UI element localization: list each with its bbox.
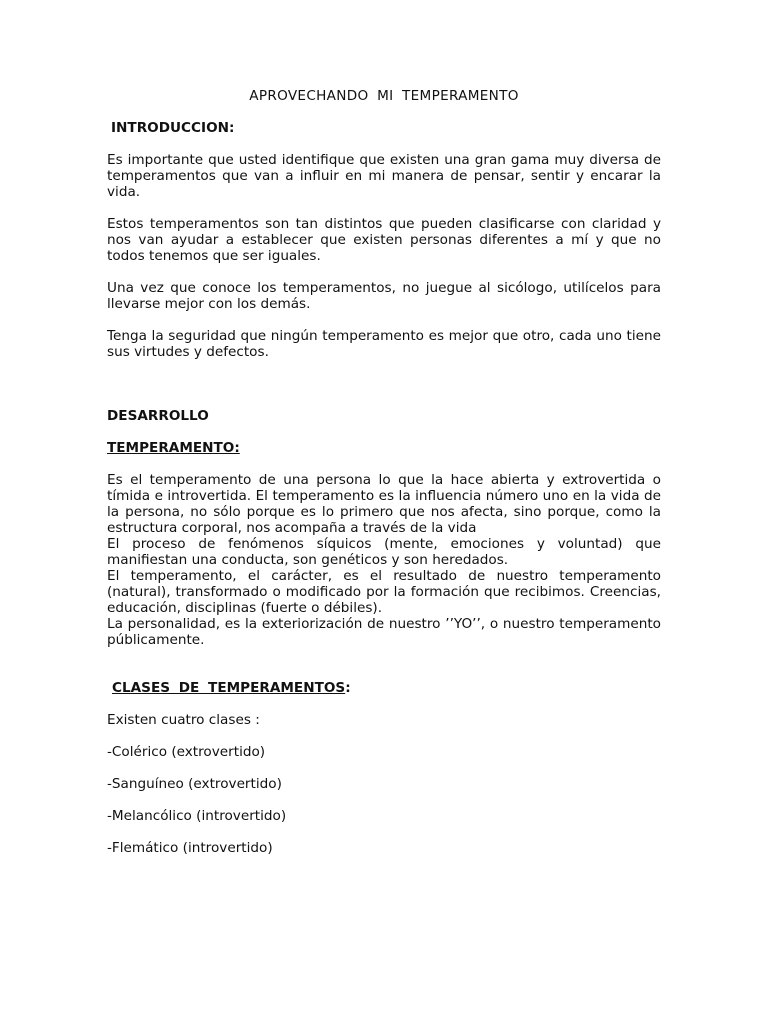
list-item: -Flemático (introvertido) <box>107 840 273 856</box>
desarrollo-heading: DESARROLLO <box>107 408 209 424</box>
intro-paragraph: Una vez que conoce los temperamentos, no juegue al sicólogo, utilícelos para llevarse mejor con los demás. <box>107 280 661 312</box>
temperamento-paragraph: El proceso de fenómenos síquicos (mente, emociones y voluntad) que manifiestan una conducta, son genéticos y son heredados. <box>107 536 661 568</box>
spacer <box>107 376 661 408</box>
document-page <box>107 88 661 872</box>
clases-heading-colon: : <box>345 680 351 696</box>
temperamento-paragraph: La personalidad, es la exteriorización de nuestro ’’YO’’, o nuestro temperamento públicamente. <box>107 616 661 648</box>
clases-heading <box>107 680 661 696</box>
spacer <box>107 664 661 680</box>
clases-intro: Existen cuatro clases : <box>107 712 260 728</box>
intro-paragraph: Es importante que usted identifique que existen una gran gama muy diversa de temperamentos que van a influir en mi manera de pensar, sentir y encarar la vida. <box>107 152 661 200</box>
list-item: -Colérico (extrovertido) <box>107 744 266 760</box>
temperamento-heading: TEMPERAMENTO: <box>107 440 240 456</box>
document-title: APROVECHANDO MI TEMPERAMENTO <box>249 88 519 104</box>
list-item: -Sanguíneo (extrovertido) <box>107 776 282 792</box>
temperamento-paragraph: Es el temperamento de una persona lo que la hace abierta y extrovertida o tímida e introvertida. El temperamento es la influencia número uno en la vida de la persona, no sólo porque es lo primero que nos afecta, sino porque, como la estructura corporal, nos acompaña a través de la vida <box>107 472 661 536</box>
clases-heading-text: CLASES DE TEMPERAMENTOS <box>112 680 346 696</box>
intro-paragraph: Estos temperamentos son tan distintos que pueden clasificarse con claridad y nos van ayudar a establecer que existen personas diferentes a mí y que no todos tenemos que ser iguales. <box>107 216 661 264</box>
intro-paragraph: Tenga la seguridad que ningún temperamento es mejor que otro, cada uno tiene sus virtudes y defectos. <box>107 328 661 360</box>
temperamento-paragraph: El temperamento, el carácter, es el resultado de nuestro temperamento (natural), transformado o modificado por la formación que recibimos. Creencias, educación, disciplinas (fuerte o débiles). <box>107 568 661 616</box>
list-item: -Melancólico (introvertido) <box>107 808 287 824</box>
intro-heading: INTRODUCCION: <box>111 120 235 136</box>
